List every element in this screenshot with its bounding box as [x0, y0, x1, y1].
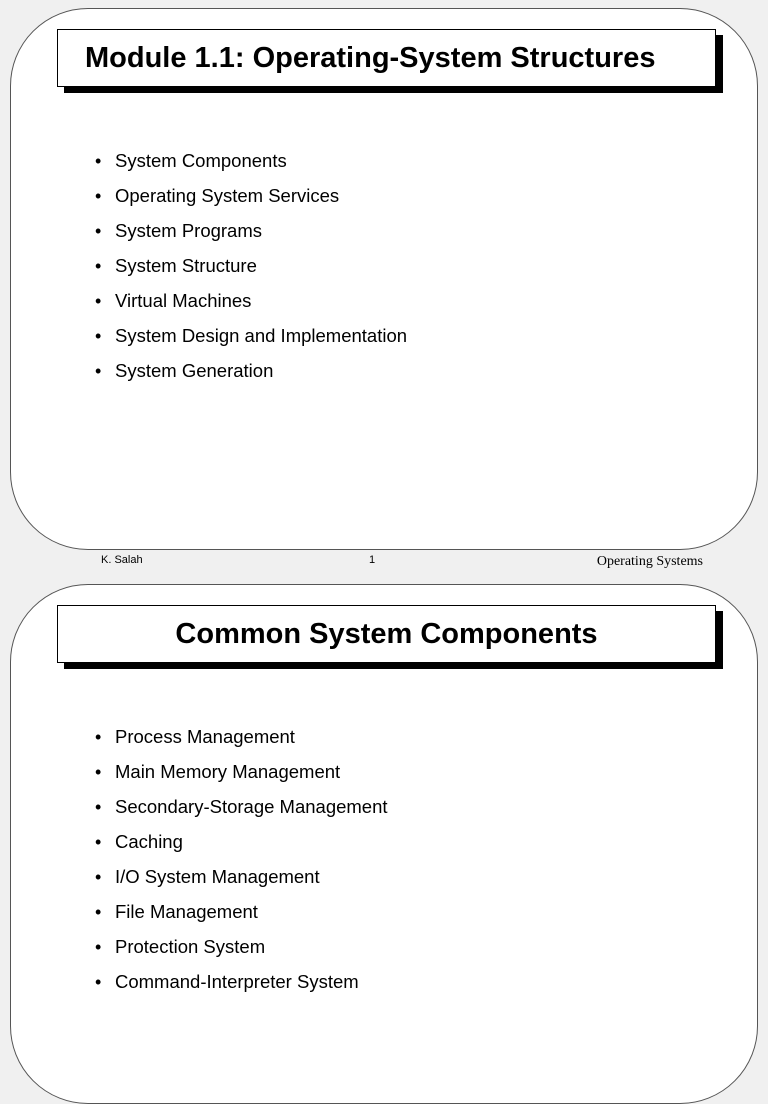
- bullet-icon: •: [95, 832, 102, 852]
- list-item: [95, 760, 388, 795]
- list-item: [95, 184, 407, 219]
- list-item-text: System Components: [115, 150, 287, 171]
- list-item-text: Secondary-Storage Management: [115, 796, 388, 817]
- bullet-icon: •: [95, 797, 102, 817]
- list-item: [95, 900, 388, 935]
- bullet-icon: •: [95, 361, 102, 381]
- footer-course-title: Operating Systems: [596, 554, 703, 569]
- list-item: [95, 359, 407, 394]
- list-item-text: Caching: [115, 831, 183, 852]
- slide-page-1: [10, 8, 758, 550]
- list-item: [95, 830, 388, 865]
- footer-page-number: 1: [369, 554, 376, 566]
- list-item-text: System Generation: [115, 360, 274, 381]
- list-item: [95, 289, 407, 324]
- bullet-icon: •: [95, 727, 102, 747]
- list-item-text: I/O System Management: [115, 866, 320, 887]
- bullet-list: [95, 725, 388, 1005]
- bullet-icon: •: [95, 221, 102, 241]
- list-item-text: System Programs: [115, 220, 263, 241]
- bullet-list: [95, 149, 408, 394]
- bullet-icon: •: [95, 256, 102, 276]
- list-item: [95, 935, 388, 970]
- list-item: [95, 254, 407, 289]
- slide-title: Module 1.1: Operating-System Structures: [85, 41, 656, 74]
- slide-title-box: [57, 605, 716, 663]
- list-item-text: System Structure: [115, 255, 257, 276]
- list-item: [95, 970, 388, 1005]
- list-item-text: Main Memory Management: [115, 761, 341, 782]
- list-item-text: System Design and Implementation: [115, 325, 408, 346]
- list-item-text: Operating System Services: [115, 185, 340, 206]
- bullet-icon: •: [95, 762, 102, 782]
- bullet-icon: •: [95, 326, 102, 346]
- list-item: [95, 324, 408, 359]
- bullet-icon: •: [95, 291, 102, 311]
- bullet-icon: •: [95, 902, 102, 922]
- footer-author: K. Salah: [101, 554, 143, 566]
- list-item: [95, 219, 407, 254]
- list-item: [95, 795, 388, 830]
- list-item-text: Command-Interpreter System: [115, 971, 359, 992]
- list-item-text: Process Management: [115, 726, 295, 747]
- list-item: [95, 725, 388, 760]
- bullet-icon: •: [95, 937, 102, 957]
- list-item-text: Virtual Machines: [115, 290, 252, 311]
- bullet-icon: •: [95, 867, 102, 887]
- list-item: [95, 149, 407, 184]
- list-item: [95, 865, 388, 900]
- bullet-icon: •: [95, 151, 102, 171]
- list-item-text: File Management: [115, 901, 258, 922]
- bullet-icon: •: [95, 972, 102, 992]
- page-footer: [0, 550, 768, 580]
- slide-page-2: [10, 584, 758, 1104]
- slide-title: Common System Components: [175, 617, 598, 650]
- list-item-text: Protection System: [115, 936, 266, 957]
- slide-title-box: [57, 29, 716, 87]
- bullet-icon: •: [95, 186, 102, 206]
